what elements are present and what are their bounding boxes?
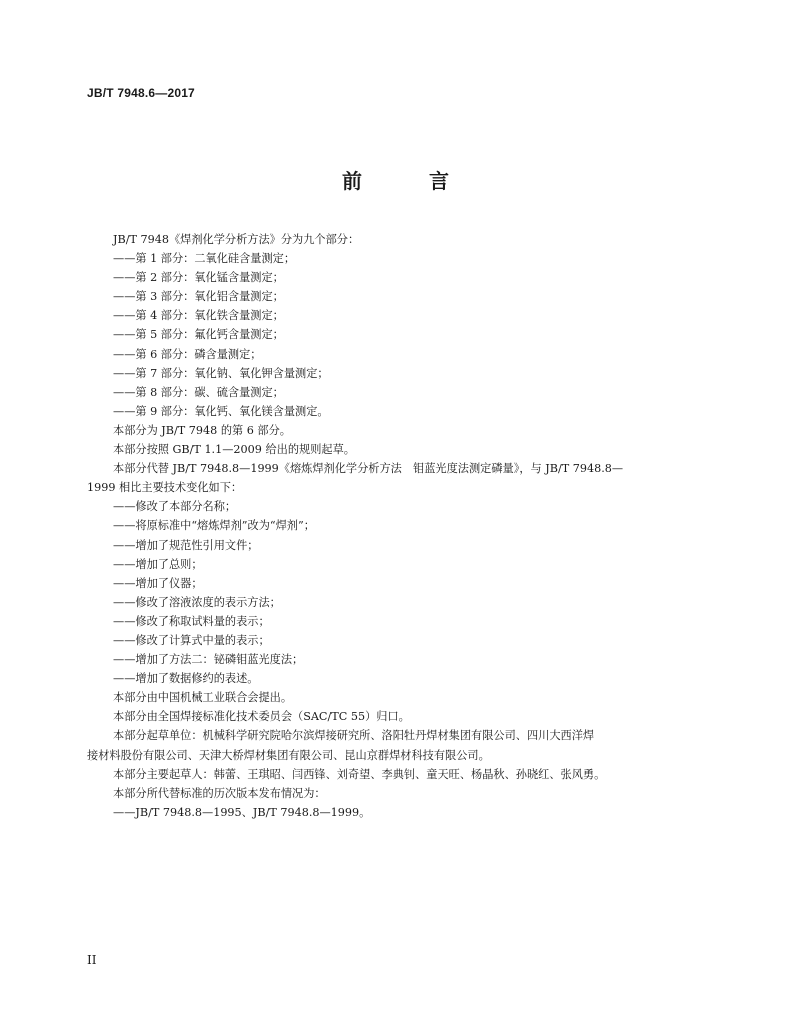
list-item: ——第 9 部分：氧化钙、氧化镁含量测定。	[113, 404, 329, 418]
list-item: ——修改了称取试料量的表示；	[113, 614, 270, 628]
list-item: ——修改了溶液浓度的表示方法；	[113, 595, 281, 609]
list-item: ——增加了数据修约的表述。	[113, 672, 259, 686]
paragraph-line: 本部分按照 GB/T 1.1—2009 给出的规则起草。	[113, 443, 355, 457]
list-item: ——增加了方法二：铋磷钼蓝光度法；	[113, 653, 304, 667]
page-title: 前 言	[342, 169, 479, 193]
paragraph-line: 本部分由中国机械工业联合会提出。	[113, 691, 293, 705]
paragraph-line: 接材料股份有限公司、天津大桥焊材集团有限公司、昆山京群焊材科技有限公司。	[87, 748, 490, 762]
paragraph-line: 1999 相比主要技术变化如下：	[87, 481, 243, 495]
paragraph-line: JB/T 7948《焊剂化学分析方法》分为九个部分：	[113, 233, 360, 246]
paragraph-line: 本部分代替 JB/T 7948.8—1999《熔炼焊剂化学分析方法 钼蓝光度法测定磷量》，与 JB/T 7948.8—	[113, 462, 624, 476]
list-item: ——JB/T 7948.8—1995、JB/T 7948.8—1999。	[113, 805, 371, 819]
list-item: ——第 1 部分：二氧化硅含量测定；	[113, 252, 296, 266]
list-item: ——第 6 部分：磷含量测定；	[113, 347, 262, 361]
foreword-body	[87, 230, 687, 822]
paragraph-line: 本部分为 JB/T 7948 的第 6 部分。	[113, 423, 291, 437]
list-item: ——第 5 部分：氟化钙含量测定；	[113, 328, 284, 342]
document-code: JB/T 7948.6—2017	[87, 86, 195, 100]
list-item: ——修改了计算式中量的表示；	[113, 633, 270, 647]
list-item: ——增加了规范性引用文件；	[113, 538, 259, 552]
list-item: ——增加了总则；	[113, 557, 203, 571]
list-item: ——第 8 部分：碳、硫含量测定；	[113, 385, 284, 399]
list-item: ——将原标准中“熔炼焊剂”改为“焊剂”；	[113, 519, 315, 533]
list-item: ——第 7 部分：氧化钠、氧化钾含量测定；	[113, 366, 329, 380]
page-number: II	[87, 953, 97, 967]
list-item: ——修改了本部分名称；	[113, 500, 237, 514]
list-item: ——第 2 部分：氧化锰含量测定；	[113, 271, 284, 285]
list-item: ——第 3 部分：氧化铝含量测定；	[113, 290, 284, 304]
paragraph-line: 本部分所代替标准的历次版本发布情况为：	[113, 786, 326, 800]
list-item: ——增加了仪器；	[113, 576, 203, 590]
paragraph-line: 本部分起草单位：机械科学研究院哈尔滨焊接研究所、洛阳牡丹焊材集团有限公司、四川大西洋焊	[113, 729, 595, 743]
list-item: ——第 4 部分：氧化铁含量测定；	[113, 309, 284, 323]
paragraph-line: 本部分由全国焊接标准化技术委员会（SAC/TC 55）归口。	[113, 710, 410, 724]
paragraph-line: 本部分主要起草人：韩蕾、王琪昭、闫西锋、刘奇望、李典钊、童天旺、杨晶秋、孙晓红、张风勇。	[113, 767, 606, 781]
